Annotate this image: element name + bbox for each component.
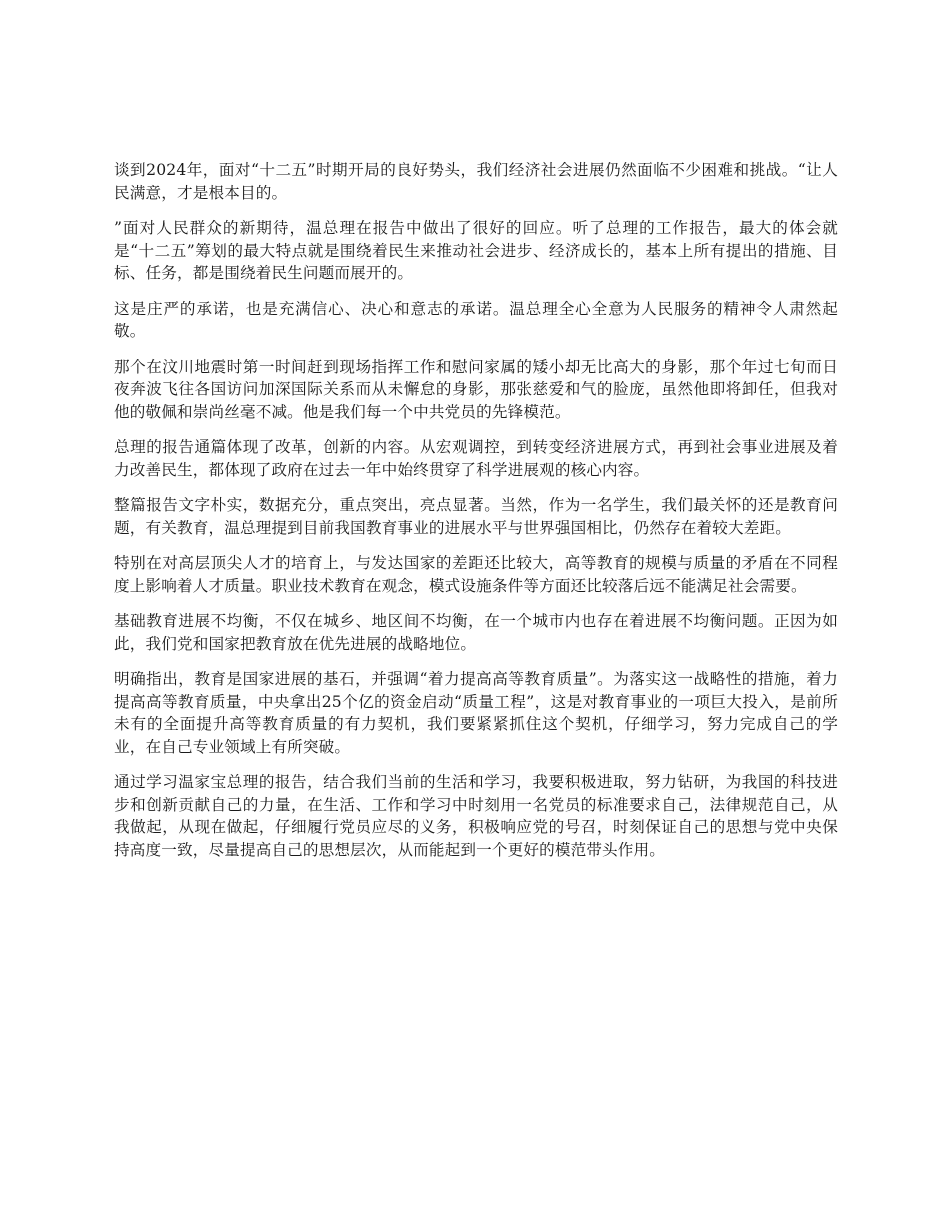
paragraph-10: 通过学习温家宝总理的报告，结合我们当前的生活和学习，我要积极进取，努力钻研，为我国的科技进步和创新贡献自己的力量，在生活、工作和学习中时刻用一名党员的标准要求自己，法律规范自己，从我做起，从现在做起，仔细履行党员应尽的义务，积极响应党的号召，时刻保证自己的思想与党中央保持高度一致，尽量提高自己的思想层次，从而能起到一个更好的模范带头作用。	[114, 773, 838, 859]
paragraph-1: 谈到2024年，面对“十二五”时期开局的良好势头，我们经济社会进展仍然面临不少困难和挑战。“让人民满意，才是根本目的。	[114, 161, 838, 202]
paragraph-5: 总理的报告通篇体现了改革，创新的内容。从宏观调控，到转变经济进展方式，再到社会事业进展及着力改善民生，都体现了政府在过去一年中始终贯穿了科学进展观的核心内容。	[114, 438, 838, 479]
paragraph-9: 明确指出，教育是国家进展的基石，并强调“着力提高高等教育质量”。为落实这一战略性的措施，着力提高高等教育质量，中央拿出25个亿的资金启动“质量工程”，这是对教育事业的一项巨大投入，是前所未有的全面提升高等教育质量的有力契机，我们要紧紧抓住这个契机，仔细学习，努力完成自己的学业，在自己专业领域上有所突破。	[114, 670, 838, 756]
paragraph-7: 特别在对高层顶尖人才的培育上，与发达国家的差距还比较大，高等教育的规模与质量的矛盾在不同程度上影响着人才质量。职业技术教育在观念，模式设施条件等方面还比较落后远不能满足社会需要。	[114, 554, 838, 595]
paragraph-2: ”面对人民群众的新期待，温总理在报告中做出了很好的回应。听了总理的工作报告，最大的体会就是“十二五”筹划的最大特点就是围绕着民生来推动社会进步、经济成长的，基本上所有提出的措施、目标、任务，都是围绕着民生问题而展开的。	[114, 219, 838, 282]
paragraph-3: 这是庄严的承诺，也是充满信心、决心和意志的承诺。温总理全心全意为人民服务的精神令人肃然起敬。	[114, 299, 838, 340]
paragraph-6: 整篇报告文字朴实，数据充分，重点突出，亮点显著。当然，作为一名学生，我们最关怀的还是教育问题，有关教育，温总理提到目前我国教育事业的进展水平与世界强国相比，仍然存在着较大差距。	[114, 496, 838, 537]
paragraph-8: 基础教育进展不均衡，不仅在城乡、地区间不均衡，在一个城市内也存在着进展不均衡问题。正因为如此，我们党和国家把教育放在优先进展的战略地位。	[114, 612, 838, 653]
document-body	[114, 159, 838, 874]
paragraph-4: 那个在汶川地震时第一时间赶到现场指挥工作和慰问家属的矮小却无比高大的身影，那个年过七旬而日夜奔波飞往各国访问加深国际关系而从未懈怠的身影，那张慈爱和气的脸庞，虽然他即将卸任，但我对他的敬佩和崇尚丝毫不减。他是我们每一个中共党员的先锋模范。	[114, 357, 838, 421]
